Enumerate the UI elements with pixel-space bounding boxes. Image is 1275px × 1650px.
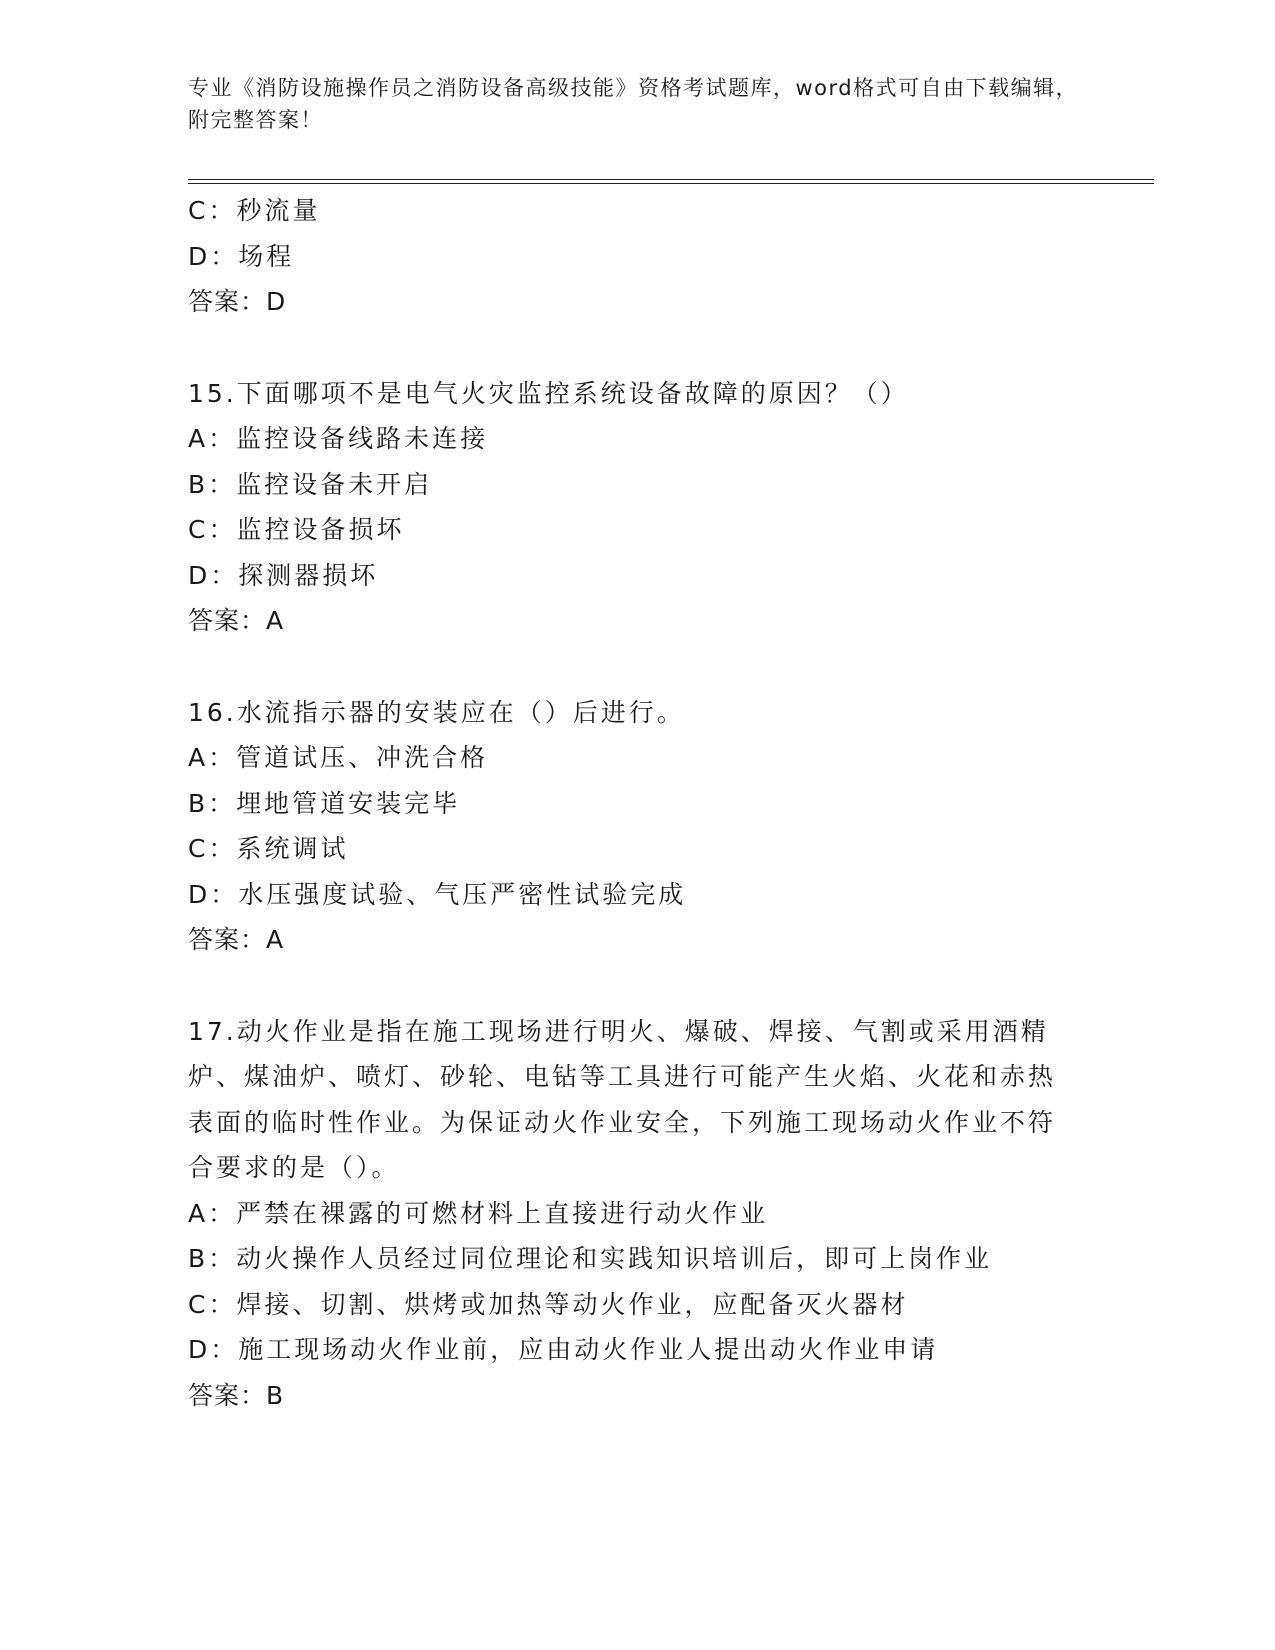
option-b: B：埋地管道安装完毕 <box>188 788 461 818</box>
option-c: C：秒流量 <box>188 196 321 225</box>
option-c: C：焊接、切割、烘烤或加热等动火作业，应配备灭火器材 <box>188 1289 909 1319</box>
option-a: A：监控设备线路未连接 <box>188 424 489 453</box>
answer: 答案：A <box>188 606 285 635</box>
answer: 答案：B <box>188 1380 285 1410</box>
question-list <box>188 188 1088 1418</box>
answer: 答案：A <box>188 925 285 954</box>
header-rule-bottom <box>188 183 1154 184</box>
option-b: B：监控设备未开启 <box>188 469 433 499</box>
header-rule-top <box>188 179 1154 180</box>
option-c: C：监控设备损坏 <box>188 515 405 544</box>
option-b: B：动火操作人员经过同位理论和实践知识培训后，即可上岗作业 <box>188 1244 993 1273</box>
option-d: D：施工现场动火作业前，应由动火作业人提出动火作业申请 <box>188 1335 939 1364</box>
spacer <box>188 963 1088 1009</box>
option-c: C：系统调试 <box>188 834 349 863</box>
option-d: D：水压强度试验、气压严密性试验完成 <box>188 879 687 909</box>
question-stem: 15.下面哪项不是电气火灾监控系统设备故障的原因？（） <box>188 378 909 408</box>
answer: 答案：D <box>188 287 287 316</box>
question-15 <box>188 371 1088 644</box>
question-stem: 17.动火作业是指在施工现场进行明火、爆破、焊接、气割或采用酒精炉、煤油炉、喷灯、砂轮、电钻等工具进行可能产生火焰、火花和赤热表面的临时性作业。为保证动火作业安全，下列施工现场动火作业不符合要求的是（）。 <box>188 1016 1057 1182</box>
question-17 <box>188 1009 1088 1419</box>
spacer <box>188 325 1088 371</box>
partial-question <box>188 188 1088 325</box>
option-d: D：场程 <box>188 241 295 271</box>
option-a: A：严禁在裸露的可燃材料上直接进行动火作业 <box>188 1198 769 1228</box>
document-header: 专业《消防设施操作员之消防设备高级技能》资格考试题库，word格式可自由下载编辑，附完整答案！ <box>188 76 1079 132</box>
question-stem: 16.水流指示器的安装应在（）后进行。 <box>188 697 685 727</box>
option-a: A：管道试压、冲洗合格 <box>188 743 489 772</box>
option-d: D：探测器损坏 <box>188 560 379 590</box>
spacer <box>188 644 1088 690</box>
question-16 <box>188 690 1088 963</box>
